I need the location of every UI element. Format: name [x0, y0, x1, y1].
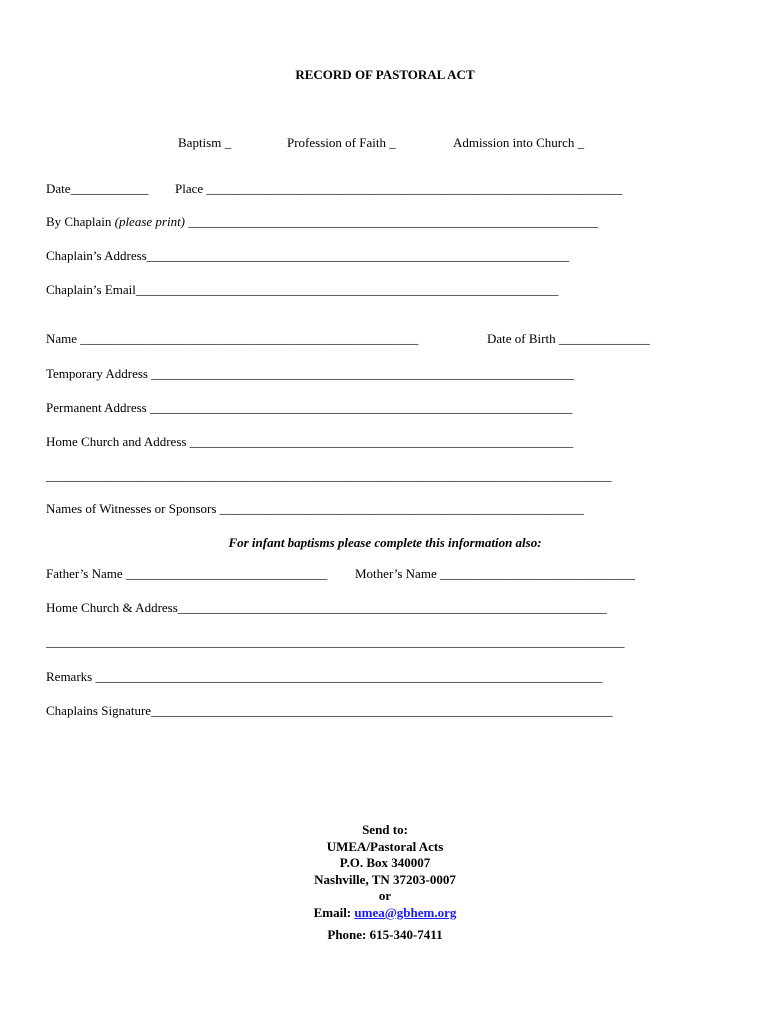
infant-home-church-line-2[interactable]: _________________________________________________________________________________________ [46, 634, 625, 649]
name-field[interactable]: Name ____________________________________________________ [46, 331, 419, 346]
chaplain-name-line: _______________________________________________________________ [188, 214, 598, 229]
infant-home-church-field[interactable]: Home Church & Address__________________________________________________________________ [46, 600, 607, 615]
infant-baptism-note: For infant baptisms please complete this information also: [228, 535, 542, 550]
father-name-field[interactable]: Father’s Name _______________________________ [46, 566, 328, 581]
chaplain-hint: (please print) [114, 214, 186, 229]
home-church-line-2[interactable]: _______________________________________________________________________________________ [46, 468, 612, 483]
send-to-org: UMEA/Pastoral Acts [326, 838, 444, 854]
date-field[interactable]: Date____________ [46, 181, 149, 196]
chaplain-address-field[interactable]: Chaplain’s Address_________________________________________________________________ [46, 248, 570, 263]
send-to-po-box: P.O. Box 340007 [339, 855, 431, 870]
admission-into-church-option[interactable]: Admission into Church _ [453, 135, 585, 150]
remarks-field[interactable]: Remarks ______________________________________________________________________________ [46, 669, 603, 684]
chaplain-email-field[interactable]: Chaplain’s Email_________________________________________________________________ [46, 282, 559, 297]
temporary-address-field[interactable]: Temporary Address _________________________________________________________________ [46, 366, 574, 381]
profession-of-faith-option[interactable]: Profession of Faith _ [287, 135, 396, 150]
permanent-address-field[interactable]: Permanent Address _________________________________________________________________ [46, 400, 573, 415]
send-to-city: Nashville, TN 37203-0007 [314, 871, 456, 887]
send-to-or: or [378, 888, 392, 903]
send-to-phone: Phone: 615-340-7411 [327, 927, 443, 942]
page-title: RECORD OF PASTORAL ACT [295, 67, 475, 82]
home-church-field[interactable]: Home Church and Address ___________________________________________________________ [46, 434, 574, 449]
chaplain-label: By Chaplain [46, 214, 112, 229]
witnesses-field[interactable]: Names of Witnesses or Sponsors ________________________________________________________ [46, 501, 584, 516]
place-field[interactable]: Place ________________________________________________________________ [175, 181, 623, 196]
chaplain-name-field[interactable] [46, 214, 598, 230]
chaplain-signature-field[interactable]: Chaplains Signature_______________________________________________________________________ [46, 703, 613, 718]
baptism-option[interactable]: Baptism _ [178, 135, 232, 150]
email-link[interactable]: umea@gbhem.org [354, 904, 457, 920]
mother-name-field[interactable]: Mother’s Name ______________________________ [355, 566, 635, 581]
email-label: Email: [313, 904, 352, 920]
send-to-email-line [0, 905, 770, 922]
date-of-birth-field[interactable]: Date of Birth ______________ [487, 331, 650, 346]
send-to-heading: Send to: [362, 822, 408, 837]
send-to-block [0, 822, 770, 944]
